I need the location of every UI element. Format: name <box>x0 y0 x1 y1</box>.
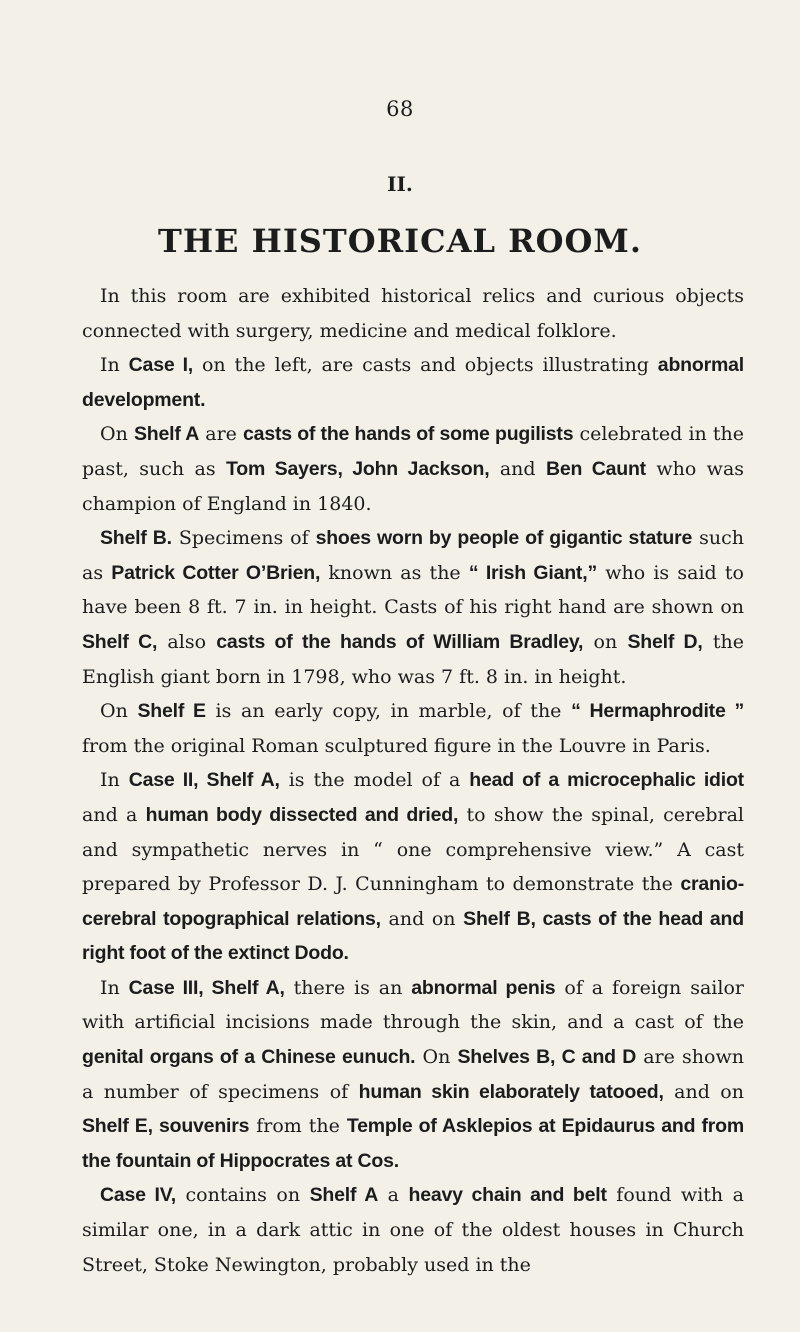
text-run: and on <box>663 1080 744 1103</box>
bold-term: Shelf C, <box>82 630 158 653</box>
bold-term: heavy chain and belt <box>408 1184 607 1207</box>
bold-term: Temple of Asklepios at Epidaurus and from the fountain of Hippocrates at Cos. <box>82 1115 744 1172</box>
text-run: On <box>100 423 134 446</box>
bold-term: casts of the hands of some pugilists <box>243 423 574 446</box>
text-run: contains on <box>175 1184 310 1207</box>
text-run: In <box>100 976 129 999</box>
bold-term: Ben Caunt <box>545 457 646 480</box>
text-run: and on <box>380 907 464 930</box>
text-run: are shown a number of specimens of <box>82 1046 744 1103</box>
page-number: 68 <box>386 97 414 121</box>
text-run: of a foreign sailor with artificial incisions made through the skin, and a cast of the <box>82 976 744 1034</box>
paragraph-shelf-a <box>82 417 744 521</box>
bold-term: Shelf B, casts of the head and right foot of the extinct Dodo. <box>82 907 744 965</box>
text-run: In this room are exhibited historical relics and curious objects connected with surgery, medicine and medical folklore. <box>82 285 744 342</box>
bold-term: shoes worn by people of gigantic stature <box>315 527 693 550</box>
text-run: such as <box>82 527 744 584</box>
text-run: who is said to have been 8 ft. 7 in. in height. Casts of his right hand are shown on <box>82 561 744 619</box>
text-run: celebrated in the past, such as <box>82 423 745 480</box>
bold-term: human skin elaborately tatooed, <box>358 1080 664 1103</box>
bold-term: genital organs of a Chinese eunuch. <box>82 1046 416 1069</box>
bold-term: Case II, Shelf A, <box>128 769 280 792</box>
text-run: there is an <box>284 976 412 999</box>
bold-term: Case III, Shelf A, <box>128 976 285 999</box>
paragraph-intro <box>82 279 744 348</box>
text-run: known as the <box>320 561 469 584</box>
paragraph-case-2 <box>82 763 744 971</box>
text-run: also <box>157 630 217 653</box>
bold-term: “ Hermaphrodite ” <box>571 700 745 723</box>
text-run: a <box>378 1184 409 1207</box>
bold-term: Case IV, <box>100 1184 176 1207</box>
bold-term: Shelf B. <box>100 527 172 550</box>
bold-term: “ Irish Giant,” <box>468 561 597 584</box>
bold-term: Shelf A <box>133 423 200 446</box>
text-run: On <box>415 1046 458 1069</box>
page-title: THE HISTORICAL ROOM. <box>158 222 642 260</box>
text-run: Specimens of <box>171 527 316 550</box>
paragraph-case-3 <box>82 971 744 1179</box>
paragraph-case-1 <box>82 348 744 417</box>
bold-term: human body dissected and dried, <box>145 803 459 826</box>
text-run: found with a similar one, in a dark attic in one of the oldest houses in Church Street, Stoke Newington, probably used in the <box>82 1184 744 1276</box>
section-number: II. <box>387 172 413 196</box>
text-run: who was champion of England in 1840. <box>82 457 745 515</box>
bold-term: Shelves B, C and D <box>457 1046 637 1069</box>
bold-term: head of a microcephalic idiot <box>469 769 744 792</box>
bold-term: Shelf D, <box>627 630 703 653</box>
bold-term: Case I, <box>128 354 194 377</box>
text-run: and <box>489 457 546 480</box>
bold-term: Shelf E <box>137 700 206 723</box>
text-run: to show the spinal, cerebral and sympathetic nerves in “ one comprehensive view.” A cast prepared by Professor D. J. Cunningham to demonstrate the <box>82 803 745 896</box>
bold-term: Shelf E, souvenirs <box>82 1115 250 1138</box>
paragraph-shelf-b <box>82 521 744 694</box>
bold-term: Shelf A <box>309 1184 379 1207</box>
bold-term: Patrick Cotter O’Brien, <box>111 561 321 584</box>
text-run: In <box>100 769 129 792</box>
bold-term: casts of the hands of William Bradley, <box>216 630 584 653</box>
text-run: from the original Roman sculptured figure in the Louvre in Paris. <box>82 734 711 757</box>
body-text <box>82 279 744 1282</box>
text-run: is an early copy, in marble, of the <box>205 700 572 723</box>
text-run: on <box>583 630 628 653</box>
text-run: on the left, are casts and objects illustrating <box>193 354 658 377</box>
text-run: the English giant born in 1798, who was 7 ft. 8 in. in height. <box>82 630 744 688</box>
text-run: and a <box>82 803 146 826</box>
bold-term: abnormal development. <box>82 354 744 411</box>
text-run: On <box>100 700 138 723</box>
text-run: are <box>199 423 244 446</box>
bold-term: cranio-cerebral topographical relations, <box>82 873 744 930</box>
text-run: is the model of a <box>279 769 470 792</box>
paragraph-shelf-e <box>82 694 744 763</box>
text-run: from the <box>249 1115 347 1138</box>
bold-term: Tom Sayers, John Jackson, <box>226 457 490 480</box>
paragraph-case-4 <box>82 1178 744 1282</box>
bold-term: abnormal penis <box>411 976 556 999</box>
text-run: In <box>100 354 129 377</box>
